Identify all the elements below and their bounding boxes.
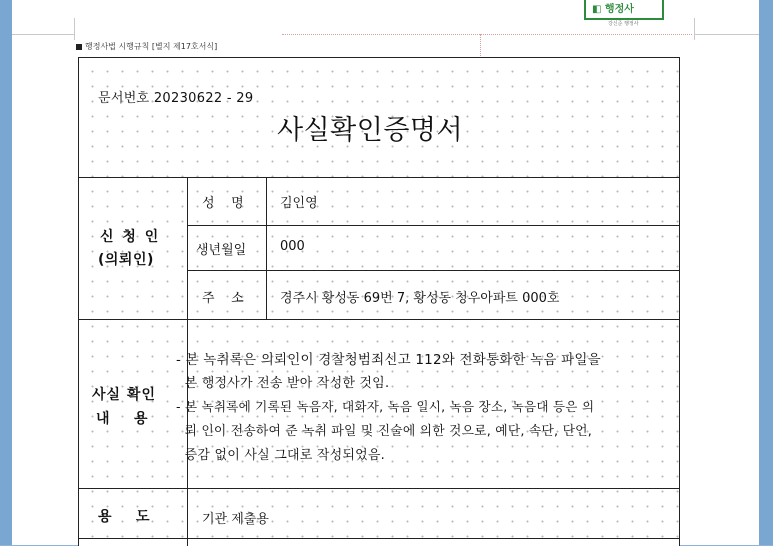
form-reference-text: 행정사법 시행규칙 [별지 제17호서식]: [85, 42, 218, 51]
certificate-form: [78, 57, 680, 546]
logo-mark: ◧ 행정사: [592, 4, 634, 15]
divider-title: [79, 177, 679, 178]
margin-guide-top-left: [12, 34, 74, 35]
document-title: 사실확인증명서: [277, 115, 464, 146]
name-value: 김인영: [280, 196, 318, 211]
margin-guide-top-right: [694, 34, 759, 35]
applicant-sublabel: (의뢰인): [98, 252, 154, 268]
name-label: 성 명: [202, 196, 244, 211]
fact-line-1: - 본 녹취록은 의뢰인이 경찰청범죄신고 112와 전화통화한 녹음 파일을: [176, 352, 601, 368]
divider-fact: [79, 488, 679, 489]
fact-line-5: 증감 없이 사실 그대로 작성되었음.: [176, 448, 385, 463]
margin-guide-right: [694, 18, 695, 40]
header-guide-dotted: [282, 34, 692, 35]
header-guide-vertical: [480, 34, 482, 56]
logo-subtitle: 강신준 행정사: [608, 21, 639, 27]
fact-label: 사실 확인: [92, 387, 156, 403]
divider-usage: [79, 538, 679, 539]
margin-guide-left: [74, 18, 75, 40]
window-frame-right: [759, 0, 773, 545]
address-label: 주 소: [202, 291, 244, 306]
birthdate-value: 000: [280, 239, 305, 254]
fact-line-4: 뢰 인이 전송하여 준 녹취 파일 및 진술에 의한 것으로, 예단, 속단, 단언,: [176, 424, 592, 439]
document-number: 문서번호 20230622 - 29: [98, 91, 254, 106]
fact-sublabel: 내 용: [96, 411, 149, 427]
divider-birth: [187, 270, 679, 271]
fact-line-2: 본 행정사가 전송 받아 작성한 것임.: [176, 376, 390, 391]
company-logo: [584, 0, 662, 26]
usage-label: 용 도: [98, 509, 151, 525]
column-divider-field: [266, 177, 267, 319]
divider-name: [187, 225, 679, 226]
form-reference: [76, 41, 217, 52]
birthdate-label: 생년월일: [196, 243, 247, 258]
fact-line-3: - 본 녹취록에 기록된 녹음자, 대화자, 녹음 일시, 녹음 장소, 녹음대 등은 의: [176, 399, 595, 414]
applicant-label: 신 청 인: [100, 229, 161, 245]
address-value: 경주시 황성동 69번 7, 황성동 청우아파트 000호: [280, 291, 560, 306]
usage-value: 기관 제출용: [202, 512, 269, 527]
window-frame-left: [0, 0, 12, 545]
divider-applicant: [79, 319, 679, 320]
square-bullet-icon: [76, 44, 82, 50]
